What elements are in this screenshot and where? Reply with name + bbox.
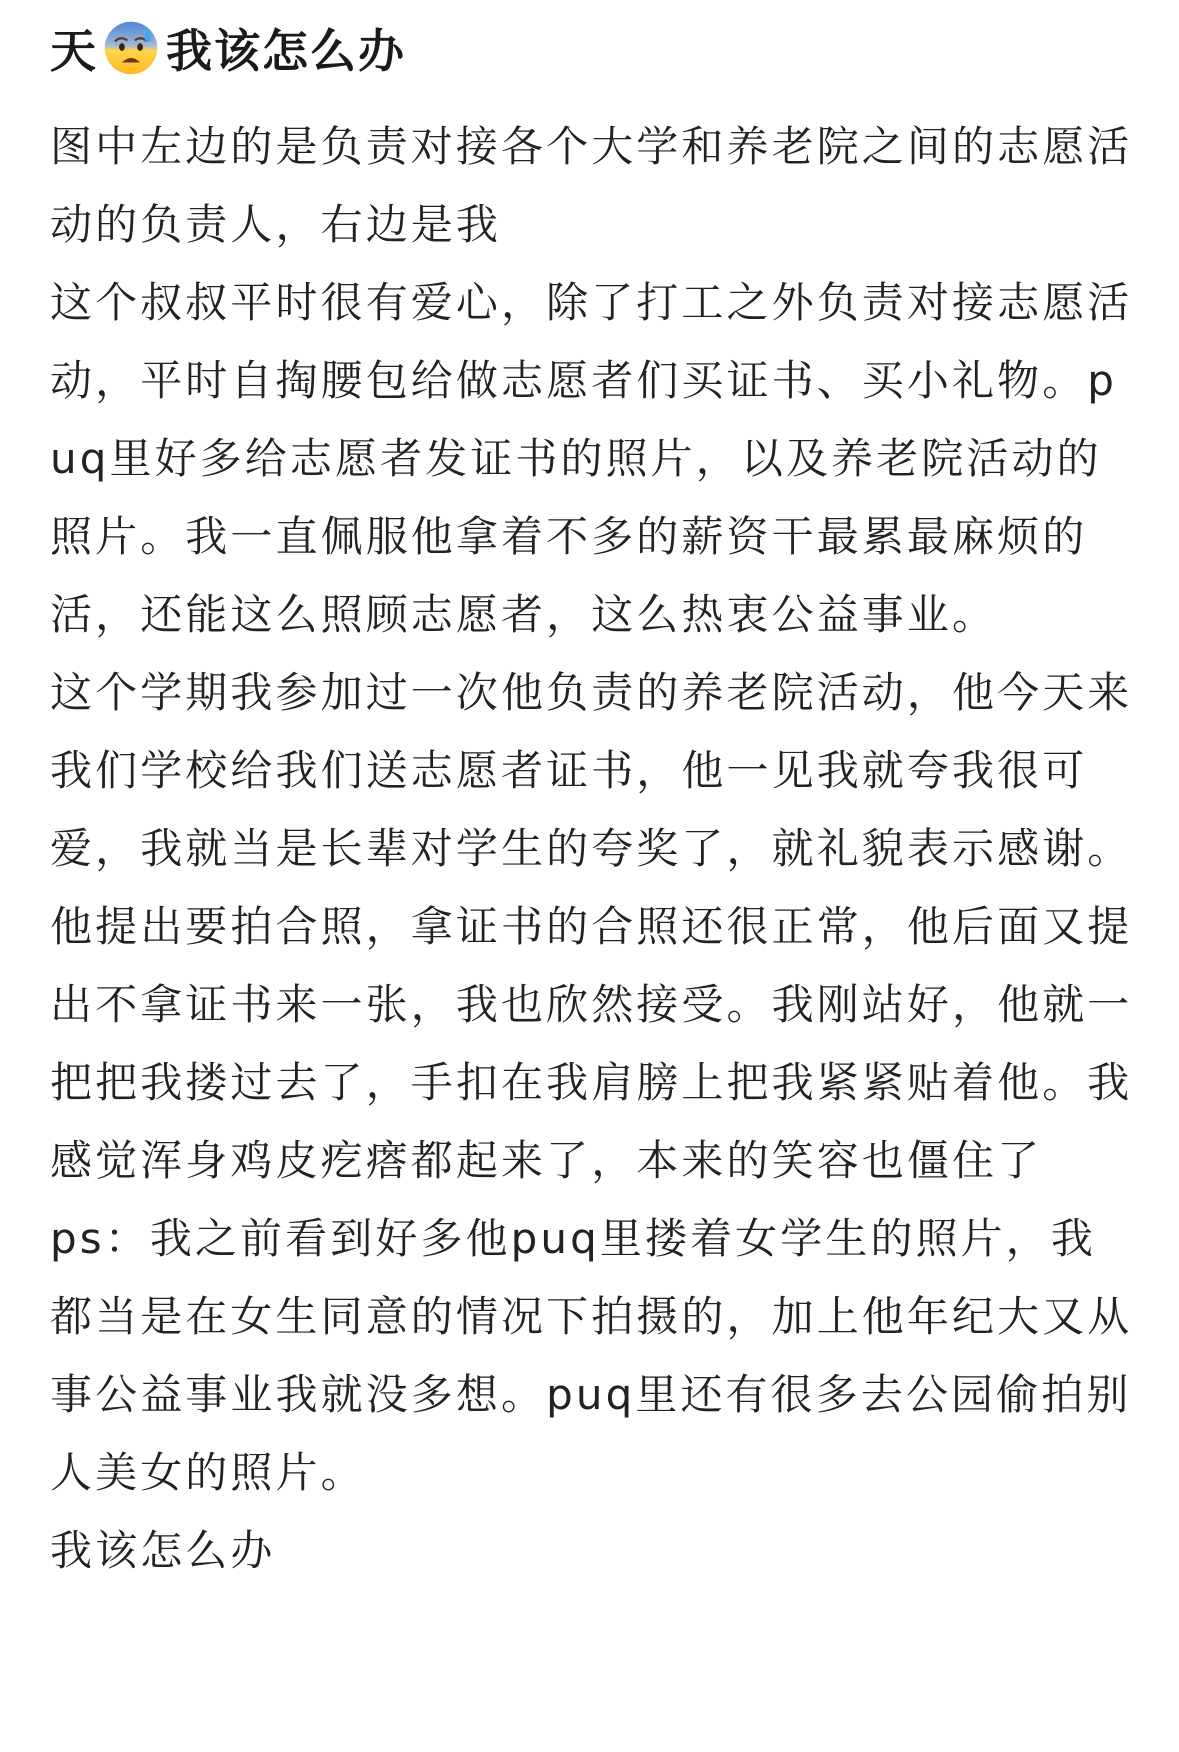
paragraph-2: 这个叔叔平时很有爱心，除了打工之外负责对接志愿活动，平时自掏腰包给做志愿者们买证书、买小礼物。puq里好多给志愿者发证书的照片，以及养老院活动的照片。我一直佩服他拿着不多的薪资干最累最麻烦的活，还能这么照顾志愿者，这么热衷公益事业。: [50, 278, 1133, 639]
paragraph-4: ps：我之前看到好多他puq里搂着女学生的照片，我都当是在女生同意的情况下拍摄的，加上他年纪大又从事公益事业我就没多想。puq里还有很多去公园偷拍别人美女的照片。: [50, 1214, 1133, 1497]
anxious-face-with-sweat-icon: [102, 19, 160, 77]
title-prefix: 天: [50, 24, 98, 78]
post-title: [50, 0, 1140, 96]
post-content: [50, 0, 1140, 1590]
title-suffix: 我该怎么办: [166, 24, 406, 78]
paragraph-1: 图中左边的是负责对接各个大学和养老院之间的志愿活动的负责人，右边是我: [50, 122, 1133, 249]
paragraph-3: 这个学期我参加过一次他负责的养老院活动，他今天来我们学校给我们送志愿者证书，他一见我就夸我很可爱，我就当是长辈对学生的夸奖了，就礼貌表示感谢。他提出要拍合照，拿证书的合照还很正常，他后面又提出不拿证书来一张，我也欣然接受。我刚站好，他就一把把我搂过去了，手扣在我肩膀上把我紧紧贴着他。我感觉浑身鸡皮疙瘩都起来了，本来的笑容也僵住了: [50, 668, 1133, 1185]
paragraph-5: 我该怎么办: [50, 1526, 276, 1575]
post-body: [50, 108, 1140, 1590]
